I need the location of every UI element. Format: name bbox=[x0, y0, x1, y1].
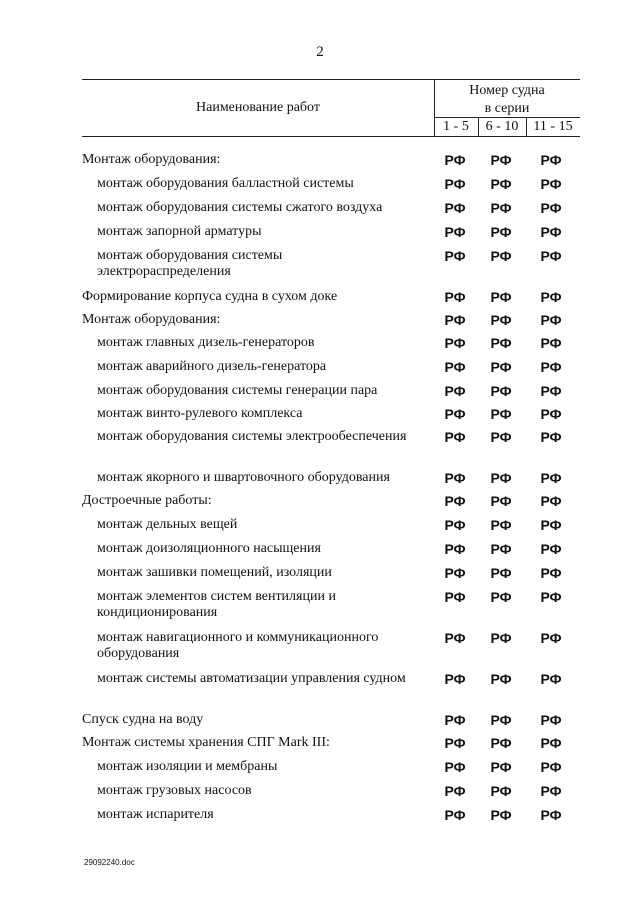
header-ship-number-line2: в серии bbox=[484, 101, 530, 116]
work-value-cell: РФ bbox=[490, 759, 512, 775]
work-name: монтаж испарителя bbox=[97, 807, 214, 822]
work-value-cell: РФ bbox=[444, 359, 466, 375]
work-value-cell: РФ bbox=[490, 783, 512, 799]
table-row bbox=[0, 218, 640, 242]
table-row bbox=[0, 146, 640, 170]
table-row bbox=[0, 194, 640, 218]
header-top-rule bbox=[82, 79, 580, 80]
table-row bbox=[0, 400, 640, 423]
work-name: Монтаж системы хранения СПГ Mark III: bbox=[82, 735, 330, 750]
table-row bbox=[0, 306, 640, 329]
work-value-cell: РФ bbox=[490, 406, 512, 422]
work-value-cell: РФ bbox=[444, 429, 466, 445]
work-value-cell: РФ bbox=[444, 312, 466, 328]
work-value-cell: РФ bbox=[490, 429, 512, 445]
work-value-cell: РФ bbox=[490, 200, 512, 216]
work-value-cell: РФ bbox=[444, 541, 466, 557]
work-value-cell: РФ bbox=[540, 335, 562, 351]
table-row bbox=[0, 665, 640, 706]
work-value-cell: РФ bbox=[490, 383, 512, 399]
header-work-name: Наименование работ bbox=[196, 100, 320, 115]
work-name: монтаж запорной арматуры bbox=[97, 224, 262, 239]
work-value-cell: РФ bbox=[540, 783, 562, 799]
work-name: Формирование корпуса судна в сухом доке bbox=[82, 289, 338, 304]
table-row bbox=[0, 329, 640, 353]
work-value-cell: РФ bbox=[444, 589, 466, 605]
table-body bbox=[0, 146, 640, 825]
work-value-cell: РФ bbox=[540, 359, 562, 375]
work-value-cell: РФ bbox=[444, 406, 466, 422]
work-value-cell: РФ bbox=[444, 517, 466, 533]
table-row bbox=[0, 283, 640, 306]
header-col-6-10: 6 - 10 bbox=[485, 119, 519, 134]
work-value-cell: РФ bbox=[444, 493, 466, 509]
work-name: монтаж изоляции и мембраны bbox=[97, 759, 278, 774]
work-value-cell: РФ bbox=[540, 517, 562, 533]
work-value-cell: РФ bbox=[490, 671, 512, 687]
work-value-cell: РФ bbox=[444, 807, 466, 823]
page-number: 2 bbox=[316, 44, 324, 60]
work-value-cell: РФ bbox=[444, 383, 466, 399]
work-value-cell: РФ bbox=[490, 359, 512, 375]
work-value-cell: РФ bbox=[444, 176, 466, 192]
work-value-cell: РФ bbox=[540, 152, 562, 168]
header-bottom-rule bbox=[82, 136, 580, 137]
header-col-11-15: 11 - 15 bbox=[533, 119, 573, 134]
work-name: монтаж главных дизель-генераторов bbox=[97, 335, 315, 350]
work-name: монтаж оборудования системы сжатого воздуха bbox=[97, 200, 383, 215]
header-col-1-5: 1 - 5 bbox=[443, 119, 469, 134]
table-row bbox=[0, 624, 640, 665]
work-value-cell: РФ bbox=[540, 589, 562, 605]
work-value-cell: РФ bbox=[490, 517, 512, 533]
work-value-cell: РФ bbox=[540, 565, 562, 581]
work-value-cell: РФ bbox=[444, 224, 466, 240]
table-row bbox=[0, 559, 640, 583]
work-value-cell: РФ bbox=[540, 630, 562, 646]
work-value-cell: РФ bbox=[540, 224, 562, 240]
work-value-cell: РФ bbox=[540, 429, 562, 445]
work-value-cell: РФ bbox=[490, 176, 512, 192]
table-row bbox=[0, 423, 640, 464]
header-ship-number-line1: Номер судна bbox=[469, 83, 545, 98]
work-value-cell: РФ bbox=[540, 759, 562, 775]
table-row bbox=[0, 170, 640, 194]
work-name: монтаж аварийного дизель-генератора bbox=[97, 359, 327, 374]
table-row bbox=[0, 583, 640, 624]
work-name: Достроечные работы: bbox=[82, 493, 212, 508]
work-value-cell: РФ bbox=[540, 200, 562, 216]
work-value-cell: РФ bbox=[490, 224, 512, 240]
work-value-cell: РФ bbox=[444, 671, 466, 687]
work-value-cell: РФ bbox=[490, 312, 512, 328]
work-value-cell: РФ bbox=[444, 335, 466, 351]
work-name: Монтаж оборудования: bbox=[82, 152, 221, 167]
work-value-cell: РФ bbox=[444, 470, 466, 486]
work-value-cell: РФ bbox=[490, 289, 512, 305]
work-name: монтаж доизоляционного насыщения bbox=[97, 541, 321, 556]
work-name: монтаж навигационного и коммуникационного оборудования bbox=[97, 630, 379, 661]
footer-filename: 29092240.doc bbox=[84, 858, 135, 867]
work-value-cell: РФ bbox=[540, 735, 562, 751]
work-name: монтаж оборудования системы электрообеспечения bbox=[97, 429, 407, 444]
work-name: Спуск судна на воду bbox=[82, 712, 204, 727]
work-value-cell: РФ bbox=[444, 759, 466, 775]
work-value-cell: РФ bbox=[444, 783, 466, 799]
work-value-cell: РФ bbox=[490, 630, 512, 646]
work-value-cell: РФ bbox=[540, 712, 562, 728]
work-value-cell: РФ bbox=[444, 735, 466, 751]
table-row bbox=[0, 242, 640, 283]
table-row bbox=[0, 487, 640, 511]
work-name: монтаж грузовых насосов bbox=[97, 783, 252, 798]
work-value-cell: РФ bbox=[444, 565, 466, 581]
work-value-cell: РФ bbox=[444, 630, 466, 646]
work-value-cell: РФ bbox=[490, 152, 512, 168]
work-value-cell: РФ bbox=[540, 541, 562, 557]
work-value-cell: РФ bbox=[540, 406, 562, 422]
work-value-cell: РФ bbox=[540, 470, 562, 486]
work-value-cell: РФ bbox=[540, 383, 562, 399]
header-ship-number bbox=[434, 82, 580, 118]
work-value-cell: РФ bbox=[490, 493, 512, 509]
work-value-cell: РФ bbox=[444, 152, 466, 168]
table-row bbox=[0, 535, 640, 559]
work-value-cell: РФ bbox=[444, 200, 466, 216]
work-value-cell: РФ bbox=[490, 589, 512, 605]
work-name: монтаж дельных вещей bbox=[97, 517, 238, 532]
work-value-cell: РФ bbox=[540, 493, 562, 509]
table-row bbox=[0, 777, 640, 801]
work-value-cell: РФ bbox=[490, 807, 512, 823]
work-name: монтаж якорного и швартовочного оборудования bbox=[97, 470, 390, 485]
work-name: монтаж винто-рулевого комплекса bbox=[97, 406, 303, 421]
work-value-cell: РФ bbox=[540, 312, 562, 328]
table-row bbox=[0, 753, 640, 777]
work-value-cell: РФ bbox=[490, 541, 512, 557]
work-value-cell: РФ bbox=[540, 176, 562, 192]
work-name: монтаж оборудования системы электрораспределения bbox=[97, 248, 283, 279]
work-name: монтаж элементов систем вентиляции и кондиционирования bbox=[97, 589, 336, 620]
work-value-cell: РФ bbox=[444, 289, 466, 305]
table-row bbox=[0, 377, 640, 400]
work-value-cell: РФ bbox=[490, 470, 512, 486]
table-row bbox=[0, 801, 640, 825]
work-value-cell: РФ bbox=[490, 248, 512, 264]
work-name: монтаж оборудования системы генерации пара bbox=[97, 383, 378, 398]
work-value-cell: РФ bbox=[490, 735, 512, 751]
work-value-cell: РФ bbox=[490, 712, 512, 728]
work-name: монтаж системы автоматизации управления судном bbox=[97, 671, 406, 686]
work-value-cell: РФ bbox=[540, 289, 562, 305]
work-value-cell: РФ bbox=[444, 248, 466, 264]
work-name: монтаж зашивки помещений, изоляции bbox=[97, 565, 332, 580]
table-row bbox=[0, 353, 640, 377]
table-row bbox=[0, 511, 640, 535]
work-name: Монтаж оборудования: bbox=[82, 312, 221, 327]
table-row bbox=[0, 706, 640, 729]
work-value-cell: РФ bbox=[490, 565, 512, 581]
table-row bbox=[0, 464, 640, 487]
work-value-cell: РФ bbox=[540, 248, 562, 264]
work-value-cell: РФ bbox=[444, 712, 466, 728]
work-value-cell: РФ bbox=[540, 671, 562, 687]
work-name: монтаж оборудования балластной системы bbox=[97, 176, 354, 191]
table-row bbox=[0, 729, 640, 753]
work-value-cell: РФ bbox=[540, 807, 562, 823]
work-value-cell: РФ bbox=[490, 335, 512, 351]
